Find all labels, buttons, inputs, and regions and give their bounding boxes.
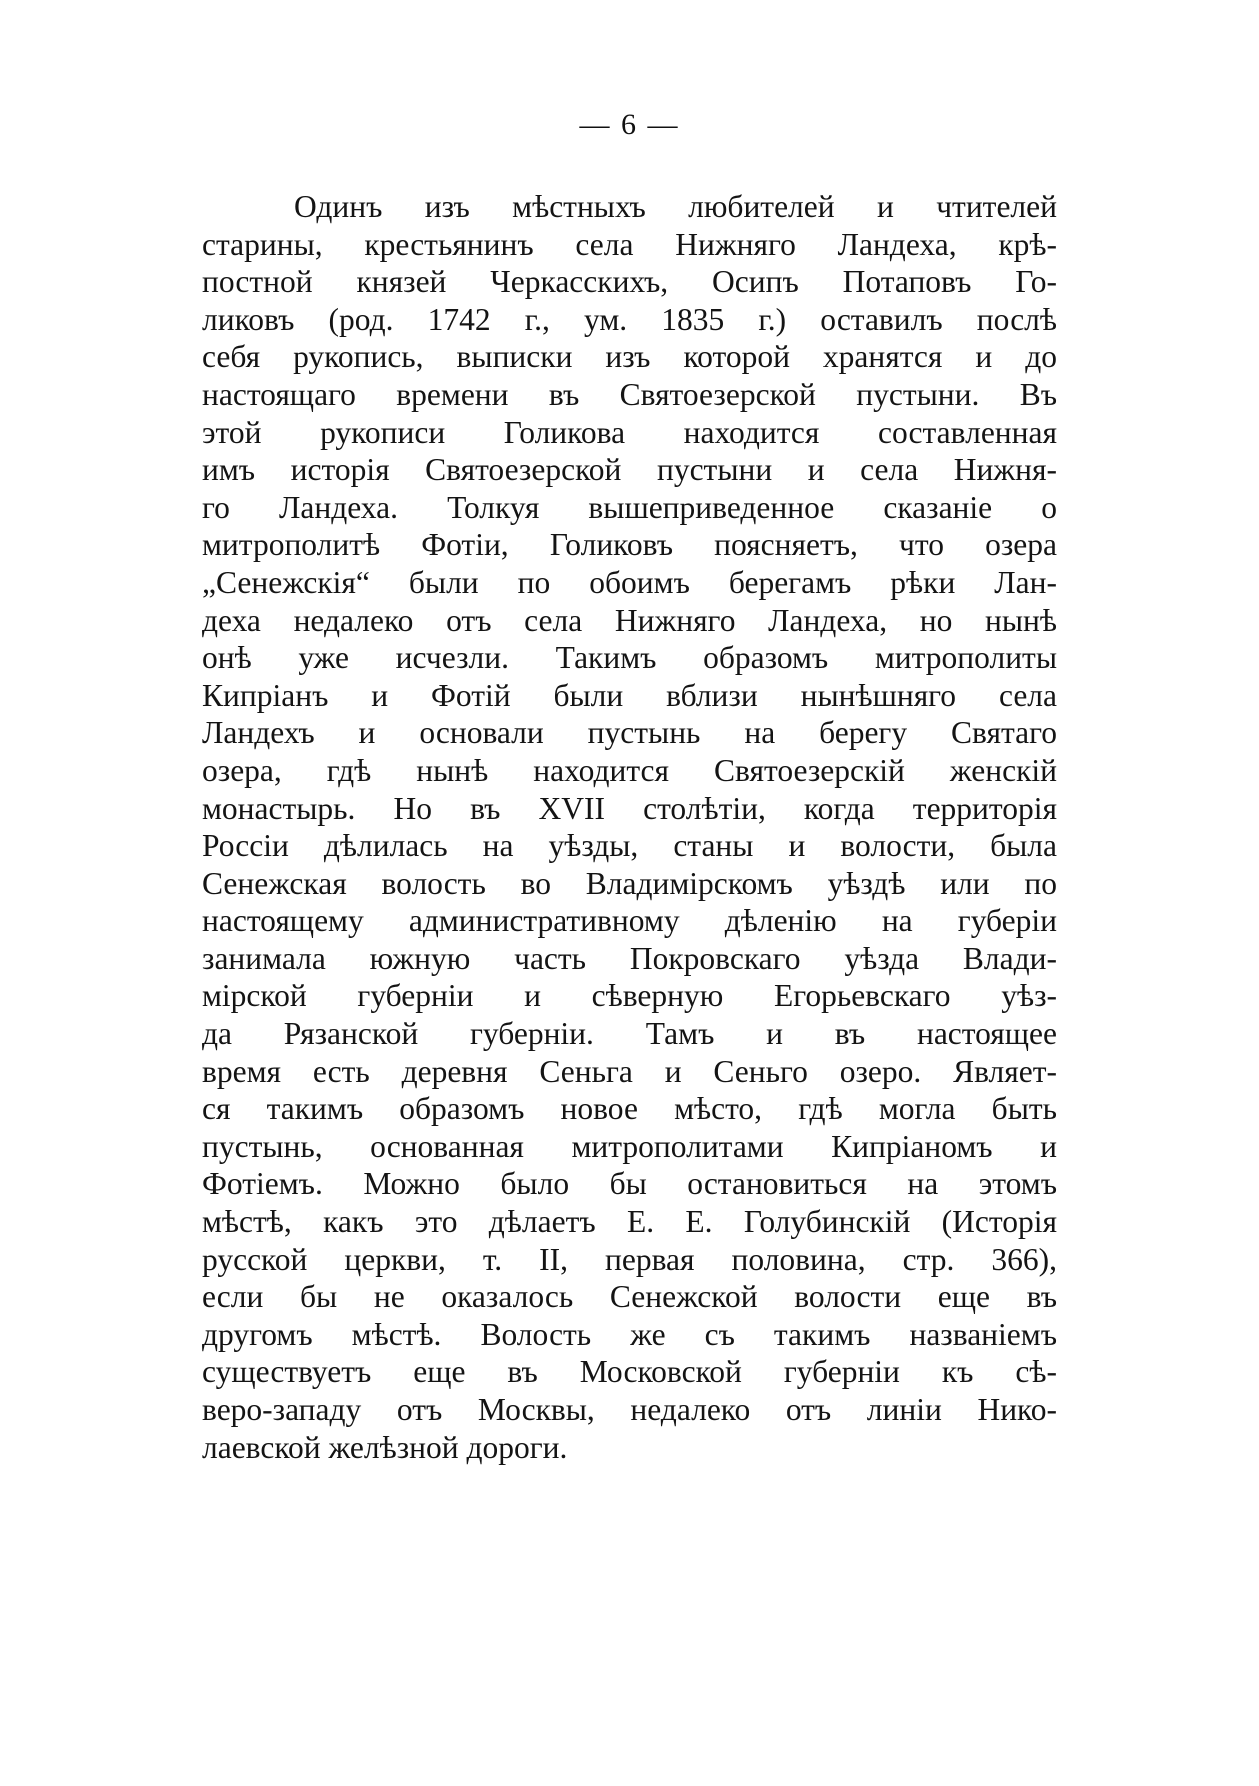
text-line: занимала южную часть Покровскаго уѣзда Влади- [202, 940, 1057, 976]
text-line: настоящему административному дѣленію на губеріи [202, 903, 1057, 939]
text-line: Россіи дѣлилась на уѣзды, станы и волости, была [202, 828, 1057, 864]
text-line: Сенежская волость во Владимірскомъ уѣздѣ или по [202, 865, 1057, 901]
text-line: лаевской желѣзной дороги. [202, 1429, 568, 1465]
text-line: Фотіемъ. Можно было бы остановиться на этомъ [202, 1166, 1057, 1202]
main-paragraph [202, 188, 1057, 1466]
text-line: Одинъ изъ мѣстныхъ любителей и чтителей [294, 189, 1057, 224]
text-line: настоящаго времени въ Святоезерской пустыни. Въ [202, 376, 1057, 412]
text-line: го Ландеха. Толкуя вышеприведенное сказаніе о [202, 489, 1057, 525]
text-line: этой рукописи Голикова находится составленная [202, 414, 1057, 450]
text-line: себя рукопись, выписки изъ которой хранятся и до [202, 339, 1057, 375]
text-line: существуетъ еще въ Московской губерніи къ сѣ- [202, 1354, 1057, 1390]
text-line: деха недалеко отъ села Нижняго Ландеха, но нынѣ [202, 602, 1057, 638]
text-line: пустынь, основанная митрополитами Кипріаномъ и [202, 1128, 1057, 1164]
text-line: имъ исторія Святоезерской пустыни и села Нижня- [202, 452, 1057, 488]
text-line: веро-западу отъ Москвы, недалеко отъ линіи Нико- [202, 1392, 1057, 1427]
text-line: митрополитѣ Фотіи, Голиковъ поясняетъ, что озера [202, 527, 1057, 563]
text-line: старины, крестьянинъ села Нижняго Ландеха, крѣ- [202, 226, 1057, 262]
text-line: если бы не оказалось Сенежской волости еще въ [202, 1279, 1057, 1315]
text-line: другомъ мѣстѣ. Волость же съ такимъ названіемъ [202, 1316, 1057, 1352]
text-line: Кипріанъ и Фотій были вблизи нынѣшняго села [202, 677, 1057, 713]
text-line: онѣ уже исчезли. Такимъ образомъ митрополиты [202, 640, 1057, 676]
text-line: „Сенежскія“ были по обоимъ берегамъ рѣки Лан- [202, 564, 1057, 600]
text-line: озера, гдѣ нынѣ находится Святоезерскій женскій [202, 752, 1057, 788]
text-line: ся такимъ образомъ новое мѣсто, гдѣ могла быть [202, 1091, 1057, 1127]
text-line: ликовъ (род. 1742 г., ум. 1835 г.) оставилъ послѣ [202, 301, 1057, 337]
text-line: русской церкви, т. II, первая половина, стр. 366), [202, 1241, 1057, 1277]
text-line: постной князей Черкасскихъ, Осипъ Потаповъ Го- [202, 264, 1057, 300]
text-line: монастырь. Но въ XVII столѣтіи, когда территорія [202, 790, 1057, 826]
text-line: мѣстѣ, какъ это дѣлаетъ Е. Е. Голубинскій (Исторія [202, 1204, 1057, 1240]
text-line: время есть деревня Сеньга и Сеньго озеро. Являет- [202, 1053, 1057, 1089]
text-line: Ландехъ и основали пустынь на берегу Святаго [202, 715, 1057, 751]
page-number: — 6 — [579, 108, 680, 141]
text-line: мірской губерніи и сѣверную Егорьевскаго уѣз- [202, 978, 1057, 1014]
text-line: да Рязанской губерніи. Тамъ и въ настоящее [202, 1016, 1057, 1052]
